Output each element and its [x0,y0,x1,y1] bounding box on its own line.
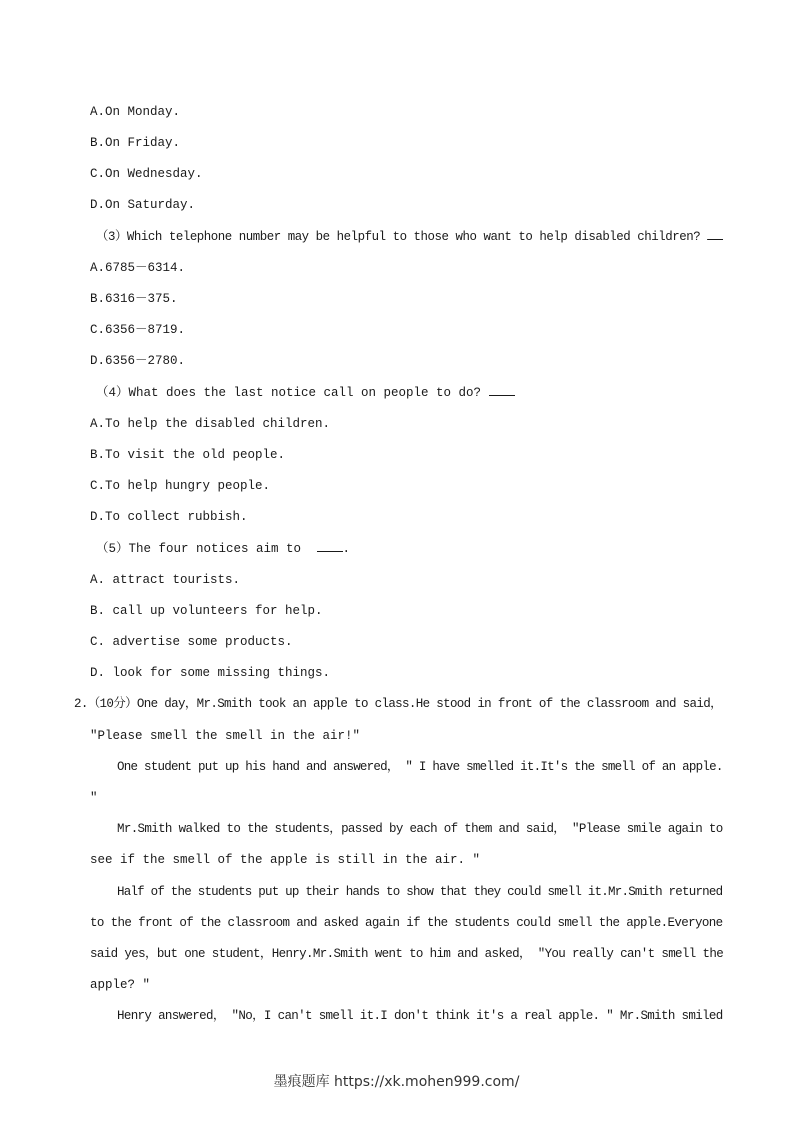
option-d: D.6356－2780. [90,354,186,368]
answer-blank [489,383,515,396]
question-3 [96,227,723,246]
answer-blank [707,227,723,240]
option-a: A. attract tourists. [90,573,241,587]
question-5-text: （5）The four notices aim to [96,542,302,556]
passage-line: "Please smell the smell in the air!" [90,729,361,743]
option-d: D.On Saturday. [90,198,196,212]
passage-line: One student put up his hand and answered， " I have smelled it.It's the smell of an apple. [117,760,723,774]
passage-line: said yes，but one student，Henry.Mr.Smith went to him and asked， "You really can't smell the [90,947,724,961]
option-c: C. advertise some products. [90,635,293,649]
option-a: A.To help the disabled children. [90,417,331,431]
question-5 [96,539,350,558]
question-4 [96,383,515,402]
question-2-heading: 2.（10分）One day，Mr.Smith took an apple to class.He stood in front of the classroom and said， [74,697,722,711]
option-c: C.To help hungry people. [90,479,271,493]
footer-watermark: 墨痕题库 https://xk.mohen999.com/ [273,1074,520,1090]
option-c: C.On Wednesday. [90,167,203,181]
passage-line: " [90,791,98,805]
question-5-end: . [342,542,351,556]
passage-line: to the front of the classroom and asked again if the students could smell the apple.Everyone [90,916,723,930]
option-b: B.To visit the old people. [90,448,286,462]
option-b: B.On Friday. [90,136,181,150]
passage-line: see if the smell of the apple is still in the air. " [90,853,481,867]
question-3-text: （3）Which telephone number may be helpful to those who want to help disabled children? [96,230,701,244]
option-b: B.6316－375. [90,292,178,306]
answer-blank [317,539,343,552]
passage-line: apple? " [90,978,151,992]
option-c: C.6356－8719. [90,323,186,337]
option-b: B. call up volunteers for help. [90,604,323,618]
question-4-text: （4）What does the last notice call on people to do? [96,386,482,400]
option-a: A.On Monday. [90,105,181,119]
option-d: D. look for some missing things. [90,666,331,680]
passage-line: Mr.Smith walked to the students，passed by each of them and said， "Please smile again to [117,822,723,836]
passage-line: Half of the students put up their hands to show that they could smell it.Mr.Smith returned [117,885,723,899]
option-a: A.6785－6314. [90,261,186,275]
passage-line: Henry answered， "No，I can't smell it.I don't think it's a real apple. " Mr.Smith smiled [117,1009,723,1023]
option-d: D.To collect rubbish. [90,510,248,524]
